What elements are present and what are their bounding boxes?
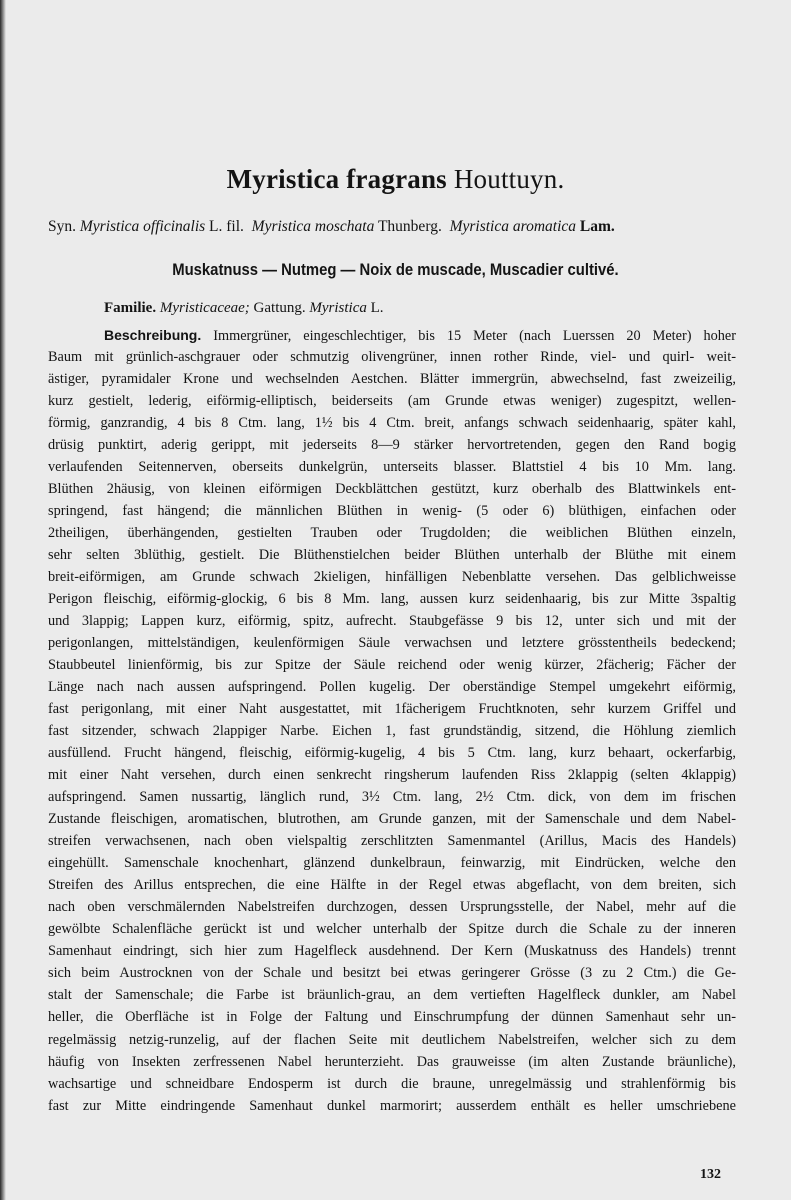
description-line: kurz gestielt, lederig, eiförmig-elliptisch, beiderseits (am Grunde etwas weniger) zugespitzt, wellen- (48, 393, 736, 410)
description-line: perigonlangen, mittelständigen, keulenförmigen Säule verwachsen und letztere grösstentheils bedeckend; (48, 635, 736, 652)
common-names: Muskatnuss — Nutmeg — Noix de muscade, Muscadier cultivé. (172, 261, 619, 279)
description-line: breit-eiförmigen, am Grunde schwach 2kieligen, hinfälligen Nebenblatte versehen. Das gelblichweisse (48, 569, 736, 586)
description-line: streifen verwachsenen, nach oben vielspaltig zerschlitzten Samenmantel (Arillus, Macis des Handels) (48, 833, 736, 850)
family-line (104, 300, 384, 317)
description-line: aufspringend. Samen nussartig, länglich rund, 3½ Ctm. lang, 2½ Ctm. dick, von dem im frischen (48, 789, 736, 806)
description-line: stalt der Samenschale; die Farbe ist bräunlich-grau, an dem vertieften Hagelfleck dunkler, am Nabel (48, 987, 736, 1004)
genus-value: Myristica (309, 300, 367, 316)
description-line: nach oben verschmälernden Nabelstreifen durchzogen, dessen Ursprungsstelle, der Nabel, mehr auf die (48, 899, 736, 916)
description-line: fast perigonlang, mit einer Naht ausgestattet, mit 1fächerigem Fruchtknoten, sehr kurzem Griffel und (48, 701, 736, 718)
description-line: Zustande fleischigen, aromatischen, blutrothen, am Grunde ganzen, mit der Samenschale und dem Nabel- (48, 811, 736, 828)
description-line: eingehüllt. Samenschale knochenhart, glänzend dunkelbraun, feinwarzig, mit Eindrücken, welche den (48, 855, 736, 872)
description-line-text: Immergrüner, eingeschlechtiger, bis 15 Meter (nach Luerssen 20 Meter) hoher (213, 328, 736, 344)
title-species: Myristica fragrans (226, 164, 447, 194)
synonym-1-author: L. fil. (209, 218, 244, 235)
description-line: häufig von Insekten zerfressenen Nabel herunterzieht. Das grauweisse (im alten Zustande bräunliche), (48, 1053, 736, 1070)
description-line: mit einer Naht versehen, durch einen senkrecht ringsherum laufenden Riss 2klappig (selten 4klappig) (48, 767, 736, 784)
synonym-1-name: Myristica officinalis (79, 218, 206, 235)
genus-author: L. (370, 300, 384, 316)
description-line: Staubbeutel linienförmig, bis zur Spitze der Säule reichend oder wenig kürzer, 2fächerig; Fächer der (48, 657, 736, 674)
synonym-2-name: Myristica moschata (251, 218, 375, 235)
description-heading: Beschreibung. (104, 327, 202, 343)
description-line (48, 324, 736, 346)
description-line: heller, die Oberfläche ist in Folge der Faltung und Einschrumpfung der dünnen Samenhaut sehr un- (48, 1009, 736, 1026)
description-line: Perigon fleischig, eiförmig-glockig, 6 bis 8 Mm. lang, aussen kurz seidenhaarig, bis zur Mitte 3spaltig (48, 591, 736, 608)
synonym-3-author: Lam. (579, 218, 615, 235)
description-line: verlaufenden Seitennerven, oberseits dunkelgrün, unterseits blasser. Blattstiel 4 bis 10 Mm. lang. (48, 459, 736, 476)
description-line: wachsartige und schneidbare Endosperm ist durch die braune, unregelmässig und strahlenförmig bis (48, 1075, 736, 1092)
family-label: Familie. (104, 300, 157, 316)
page-title (0, 164, 791, 195)
description-line: Blüthen 2häusig, von kleinen eiförmigen Deckblättchen gestützt, kurz oberhalb des Blattwinkels ent- (48, 481, 736, 498)
description-line: 2theiligen, überhängenden, gestielten Trauben oder Trugdolden; die weiblichen Blüthen einzeln, (48, 525, 736, 542)
description-line: fast zur Mitte eindringende Samenhaut dunkel marmorirt; ausserdem enthält es heller umschriebene (48, 1097, 736, 1114)
description-line: Länge nach nach aussen aufspringend. Pollen kugelig. Der oberständige Stempel umgekehrt eiförmig, (48, 679, 736, 696)
description-body (48, 324, 736, 1117)
description-line: springend, fast hängend; die männlichen Blüthen in wenig- (5 oder 6) blüthigen, einfachen oder (48, 503, 736, 520)
description-line: sich beim Austrocknen von der Schale und besitzt bei etwas geringerer Grösse (3 zu 2 Ctm.) die Ge- (48, 965, 736, 982)
synonym-2-author: Thunberg. (377, 218, 442, 235)
description-line: Samenhaut eindringt, sich hier zum Hagelfleck ausdehnend. Der Kern (Muskatnuss des Handels) trennt (48, 943, 736, 960)
synonym-3-name: Myristica aromatica (449, 218, 576, 235)
description-line: ausfüllend. Frucht hängend, fleischig, eiförmig-kugelig, 4 bis 5 Ctm. lang, kurz behaart, ockerfarbig, (48, 745, 736, 762)
description-line: ästiger, pyramidaler Krone und wechselnden Aestchen. Blätter immergrün, abwechselnd, fast zweizeilig, (48, 371, 736, 388)
genus-label: Gattung. (253, 300, 306, 316)
description-line: drüsig punktirt, aderig gerippt, mit jederseits 8—9 stärker hervortretenden, gegen den Rand bogig (48, 437, 736, 454)
description-line: und 3lappig; Lappen kurz, eiförmig, spitz, aufrecht. Staubgefässe 9 bis 12, unter sich und mit der (48, 613, 736, 630)
family-value: Myristicaceae; (159, 300, 250, 316)
description-line: förmig, ganzrandig, 4 bis 8 Ctm. lang, 1½ bis 4 Ctm. breit, anfangs schwach seidenhaarig, später kahl, (48, 415, 736, 432)
title-author: Houttuyn. (453, 164, 565, 194)
description-line: fast sitzender, schwach 2lappiger Narbe. Eichen 1, fast grundständig, sitzend, die Höhlung ziemlich (48, 723, 736, 740)
synonyms-prefix: Syn. (48, 218, 76, 235)
description-line: Streifen des Arillus entsprechen, die eine Hälfte in der Regel etwas abgeflacht, von dem breiten, sich (48, 877, 736, 894)
synonyms-line (48, 218, 748, 236)
description-line: sehr selten 3blüthig, gestielt. Die Blüthenstielchen beider Blüthen unterhalb der Blüthe mit einem (48, 547, 736, 564)
page-number: 132 (700, 1167, 721, 1182)
description-line: Baum mit grünlich-aschgrauer oder schmutzig olivengrüner, innen rother Rinde, viel- und quirl- weit- (48, 349, 736, 366)
description-line: regelmässig netzig-runzelig, auf der flachen Seite mit deutlichem Nabelstreifen, welcher sich zu dem (48, 1031, 736, 1048)
description-line: gewölbte Schalenfläche gerückt ist und welcher unterhalb der Spitze durch die Schale zu der inneren (48, 921, 736, 938)
